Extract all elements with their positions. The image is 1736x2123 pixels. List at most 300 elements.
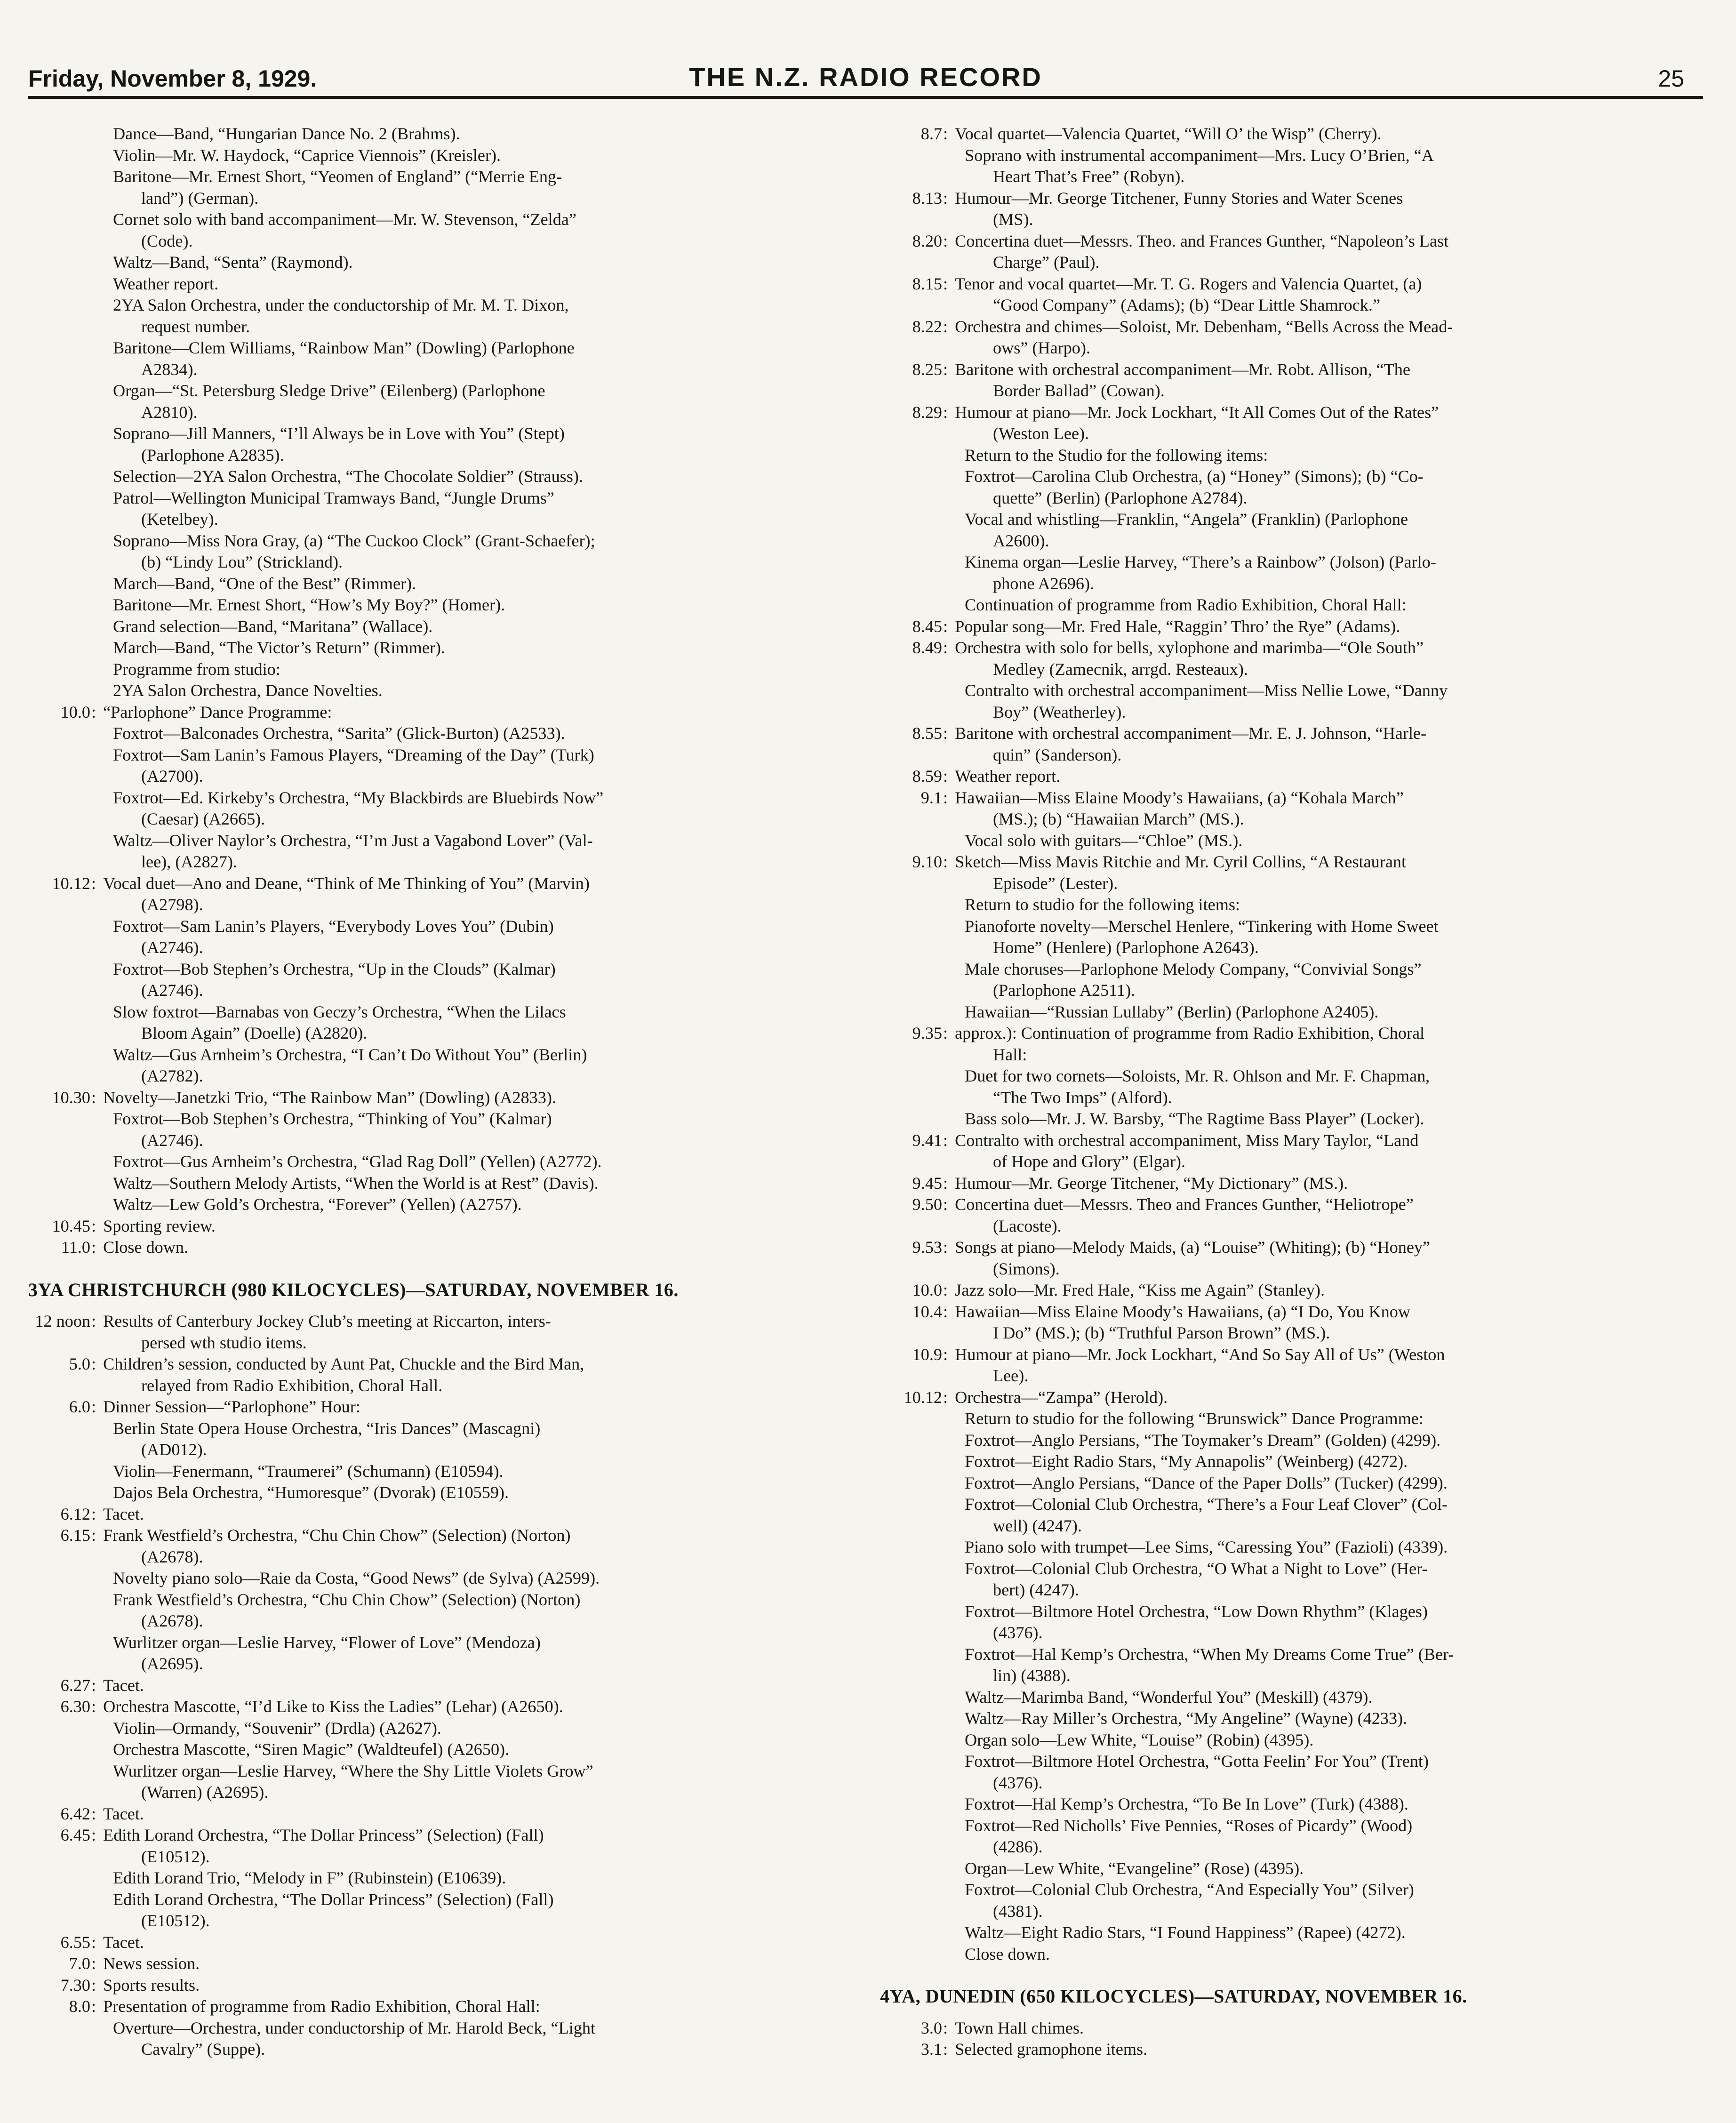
programme-line [28,1653,842,1675]
time-label: 8.25 [912,360,942,379]
programme-text: ows” (Harpo). [993,338,1091,357]
programme-line [28,1023,842,1044]
time-label: 6.12 [60,1504,90,1523]
programme-line [28,1418,842,1440]
time-separator: : [943,2018,952,2037]
programme-text: (E10512). [141,1911,210,1930]
programme-line [28,1846,842,1868]
programme-line [28,1761,842,1782]
programme-line [880,1044,1708,1066]
programme-text: Selection—2YA Salon Orchestra, “The Chocolate Soldier” (Strauss). [113,467,583,486]
programme-text: Soprano—Miss Nora Gray, (a) “The Cuckoo Clock” (Grant-Schaefer); [113,531,595,550]
programme-text: (A2678). [141,1611,203,1630]
programme-text: Foxtrot—Hal Kemp’s Orchestra, “When My Dreams Come True” (Ber- [965,1644,1454,1664]
programme-text: lee), (A2827). [141,852,237,871]
programme-text: Close down. [965,1944,1050,1963]
programme-line [28,316,842,338]
programme-line [880,1001,1708,1023]
programme-text: 2YA Salon Orchestra, Dance Novelties. [113,681,383,700]
programme-line [880,359,1708,381]
time-label: 10.0 [912,1281,942,1299]
programme-text: Concertina duet—Messrs. Theo and Frances Gunther, “Heliotrope” [955,1195,1414,1214]
programme-line [880,745,1708,766]
programme-text: Continuation of programme from Radio Exhibition, Choral Hall: [965,595,1407,614]
station-heading-3ya: 3YA CHRISTCHURCH (980 KILOCYCLES)—SATURDAY, NOVEMBER 16. [28,1279,679,1300]
programme-text: Town Hall chimes. [955,2018,1084,2037]
programme-text: Boy” (Weatherley). [993,702,1126,721]
programme-line [28,1130,842,1152]
programme-text: Humour at piano—Mr. Jock Lockhart, “And So Say All of Us” (Weston [955,1345,1445,1364]
programme-line [28,1589,842,1611]
programme-line [880,1258,1708,1280]
programme-text: Cornet solo with band accompaniment—Mr. W. Stevenson, “Zelda” [113,210,576,229]
programme-text: (A2798). [141,895,203,914]
programme-list-4ya [880,2018,1708,2060]
programme-line [28,745,842,766]
programme-text: Tenor and vocal quartet—Mr. T. G. Rogers and Valencia Quartet, (a) [955,274,1422,293]
programme-line [880,959,1708,980]
programme-text: Novelty piano solo—Raie da Costa, “Good News” (de Sylva) (A2599). [113,1569,600,1587]
programme-text: Dajos Bela Orchestra, “Humoresque” (Dvorak) (E10559). [113,1483,509,1502]
programme-text: Selected gramophone items. [955,2040,1148,2059]
programme-line [880,1130,1708,1152]
time-separator: : [91,1088,101,1107]
time-separator: : [943,1345,952,1364]
programme-text: (Code). [141,231,193,250]
programme-line [880,1708,1708,1730]
time-separator: : [943,1387,952,1407]
programme-text: Novelty—Janetzki Trio, “The Rainbow Man” (Dowling) (A2833). [103,1088,556,1107]
programme-line [28,1867,842,1889]
programme-text: Hawaiian—Miss Elaine Moody’s Hawaiians, (a) “I Do, You Know [955,1302,1410,1321]
time-separator: : [943,1281,952,1299]
programme-text: Tacet. [103,1675,144,1695]
programme-line [28,1332,842,1354]
programme-line [880,1087,1708,1109]
time-separator: : [91,1216,101,1235]
programme-text: Foxtrot—Red Nicholls’ Five Pennies, “Roses of Picardy” (Wood) [965,1816,1413,1835]
programme-line [880,637,1708,659]
programme-text: Waltz—Lew Gold’s Orchestra, “Forever” (Yellen) (A2757). [113,1195,522,1214]
programme-line [28,509,842,530]
time-label: 6.45 [60,1826,90,1844]
time-separator: : [943,188,952,208]
programme-line [880,1494,1708,1515]
programme-line [880,787,1708,809]
programme-text: Sporting review. [103,1216,216,1235]
programme-text: 2YA Salon Orchestra, under the conductorship of Mr. M. T. Dixon, [113,296,569,314]
programme-line [28,252,842,273]
programme-text: Soprano with instrumental accompaniment—Mrs. Lucy O’Brien, “A [965,145,1434,165]
programme-line [880,1066,1708,1087]
programme-text: Male choruses—Parlophone Melody Company, “Convivial Songs” [965,959,1422,978]
programme-line [28,1396,842,1418]
time-label: 3.1 [920,2040,942,2059]
programme-line [880,1922,1708,1944]
programme-line [880,423,1708,445]
time-label: 9.50 [912,1195,942,1214]
programme-text: Vocal quartet—Valencia Quartet, “Will O’ the Wisp” (Cherry). [955,124,1382,143]
programme-line [28,1001,842,1023]
programme-text: Foxtrot—Gus Arnheim’s Orchestra, “Glad Rag Doll” (Yellen) (A2772). [113,1152,602,1171]
time-separator: : [943,1024,952,1042]
programme-text: Foxtrot—Eight Radio Stars, “My Annapolis” (Weinberg) (4272). [965,1452,1408,1471]
programme-text: persed wth studio items. [141,1333,307,1352]
programme-list-2ya-continued [28,123,842,1258]
station-heading-4ya: 4YA, DUNEDIN (650 KILOCYCLES)—SATURDAY, NOVEMBER 16. [880,1986,1467,2007]
programme-line [880,1387,1708,1409]
programme-text: Wurlitzer organ—Leslie Harvey, “Flower of Love” (Mendoza) [113,1633,541,1652]
programme-line [880,1622,1708,1644]
programme-text: Dinner Session—“Parlophone” Hour: [103,1397,360,1416]
programme-line [28,680,842,702]
programme-text: Foxtrot—Ed. Kirkeby’s Orchestra, “My Blackbirds are Bluebirds Now” [113,788,604,807]
issue-date: Friday, November 8, 1929. [28,65,317,92]
time-label: 5.0 [69,1354,90,1373]
programme-line [28,1108,842,1130]
programme-text: Humour—Mr. George Titchener, “My Dictionary” (MS.). [955,1173,1348,1193]
programme-text: Concertina duet—Messrs. Theo. and Frances Gunther, “Napoleon’s Last [955,231,1449,250]
time-separator: : [91,1312,101,1330]
time-label: 9.41 [912,1130,942,1150]
time-label: 6.0 [69,1397,90,1416]
programme-line [28,894,842,916]
programme-text: Programme from studio: [113,659,280,679]
time-separator: : [91,1354,101,1373]
programme-text: Grand selection—Band, “Maritana” (Wallace). [113,617,433,636]
programme-text: Foxtrot—Balconades Orchestra, “Sarita” (Glick-Burton) (A2533). [113,724,565,743]
programme-line [28,231,842,252]
programme-text: Baritone with orchestral accompaniment—Mr. E. J. Johnson, “Harle- [955,724,1427,743]
programme-text: Sketch—Miss Mavis Ritchie and Mr. Cyril Collins, “A Restaurant [955,852,1407,871]
programme-line [880,873,1708,895]
programme-text: Baritone—Mr. Ernest Short, “How’s My Boy?” (Homer). [113,595,505,614]
programme-line [28,295,842,316]
programme-text: Orchestra Mascotte, “I’d Like to Kiss the Ladies” (Lehar) (A2650). [103,1697,563,1716]
programme-line [28,1889,842,1911]
programme-line [28,1354,842,1375]
programme-text: Kinema organ—Leslie Harvey, “There’s a Rainbow” (Jolson) (Parlo- [965,553,1436,571]
programme-line [880,466,1708,488]
time-label: 8.29 [912,402,942,422]
time-label: 10.12 [904,1387,942,1407]
programme-line [28,616,842,638]
programme-line [28,1932,842,1954]
programme-text: Slow foxtrot—Barnabas von Geczy’s Orchestra, “When the Lilacs [113,1002,566,1021]
programme-line [880,1751,1708,1772]
time-label: 9.53 [912,1238,942,1257]
programme-text: Wurlitzer organ—Leslie Harvey, “Where the Shy Little Violets Grow” [113,1761,593,1780]
programme-text: (4381). [993,1901,1043,1921]
time-separator: : [91,1397,101,1416]
time-separator: : [943,1238,952,1257]
programme-text: Frank Westfield’s Orchestra, “Chu Chin Chow” (Selection) (Norton) [103,1526,571,1545]
programme-line [28,552,842,573]
programme-text: Orchestra—“Zampa” (Herold). [955,1387,1168,1407]
programme-text: Tacet. [103,1804,144,1823]
programme-line [880,1644,1708,1666]
programme-text: (A2700). [141,767,203,785]
programme-line [28,787,842,809]
programme-line [28,2039,842,2060]
programme-line [880,1451,1708,1473]
programme-text: Violin—Ormandy, “Souvenir” (Drdla) (A2627). [113,1718,441,1738]
programme-line [28,1739,842,1761]
time-separator: : [943,767,952,785]
programme-text: Vocal and whistling—Franklin, “Angela” (Franklin) (Parlophone [965,510,1408,529]
programme-text: approx.): Continuation of programme from Radio Exhibition, Choral [955,1024,1425,1042]
programme-line [28,1482,842,1504]
time-label: 8.45 [912,617,942,636]
time-separator: : [91,702,101,721]
programme-line [28,1237,842,1258]
programme-line [28,2018,842,2039]
programme-line [28,1975,842,1996]
programme-text: (A2695). [141,1654,203,1673]
time-separator: : [943,1302,952,1321]
programme-line [880,1216,1708,1237]
programme-text: Foxtrot—Sam Lanin’s Famous Players, “Dreaming of the Day” (Turk) [113,745,594,764]
programme-text: Edith Lorand Orchestra, “The Dollar Princess” (Selection) (Fall) [113,1890,554,1909]
programme-text: Violin—Fenermann, “Traumerei” (Schumann) (E10594). [113,1461,504,1481]
time-label: 7.0 [69,1954,90,1973]
programme-text: Violin—Mr. W. Haydock, “Caprice Viennois” (Kreisler). [113,145,501,165]
time-label: 10.45 [52,1216,90,1235]
programme-line [28,1546,842,1568]
programme-line [880,1901,1708,1923]
programme-text: (Lacoste). [993,1216,1062,1235]
time-separator: : [943,1130,952,1150]
programme-line [880,1151,1708,1173]
programme-text: Orchestra and chimes—Soloist, Mr. Debenham, “Bells Across the Mead- [955,317,1453,336]
programme-line [28,873,842,895]
time-separator: : [943,724,952,743]
programme-text: Foxtrot—Biltmore Hotel Orchestra, “Low Down Rhythm” (Klages) [965,1602,1428,1621]
programme-line [28,1953,842,1975]
time-separator: : [91,1826,101,1844]
time-label: 12 noon [35,1312,90,1330]
programme-text: Patrol—Wellington Municipal Tramways Band, “Jungle Drums” [113,488,554,507]
programme-line [880,530,1708,552]
right-column [880,123,1708,2060]
programme-text: Pianoforte novelty—Merschel Henlere, “Tinkering with Home Sweet [965,916,1439,936]
programme-text: Foxtrot—Carolina Club Orchestra, (a) “Honey” (Simons); (b) “Co- [965,467,1424,486]
programme-line [28,488,842,509]
programme-list-3ya [28,1311,842,2060]
programme-text: March—Band, “The Victor’s Return” (Rimmer). [113,638,445,657]
programme-line [28,380,842,402]
programme-line [28,1461,842,1482]
programme-line [880,937,1708,959]
time-label: 10.12 [52,873,90,893]
programme-line [28,145,842,167]
programme-line [28,1194,842,1216]
programme-line [880,702,1708,723]
programme-line [880,1108,1708,1130]
programme-text: (A2746). [141,1130,203,1150]
programme-line [880,1280,1708,1301]
programme-text: Cavalry” (Suppe). [141,2040,265,2059]
time-label: 3.0 [920,2018,942,2037]
programme-line [880,1365,1708,1387]
time-label: 8.59 [912,767,942,785]
programme-text: Presentation of programme from Radio Exhibition, Choral Hall: [103,1997,540,2016]
programme-line [28,1910,842,1932]
programme-text: Contralto with orchestral accompaniment—Miss Nellie Lowe, “Danny [965,681,1448,700]
programme-text: “Good Company” (Adams); (b) “Dear Little Shamrock.” [993,296,1381,314]
programme-text: Foxtrot—Anglo Persians, “Dance of the Paper Dolls” (Tucker) (4299). [965,1473,1448,1492]
programme-text: I Do” (MS.); (b) “Truthful Parson Brown” (MS.). [993,1323,1330,1342]
programme-line [28,1803,842,1825]
programme-line [880,402,1708,424]
programme-text: Return to studio for the following “Brunswick” Dance Programme: [965,1409,1424,1428]
programme-text: well) (4247). [993,1516,1082,1535]
programme-line [880,1665,1708,1687]
programme-line [880,916,1708,937]
programme-text: Waltz—Marimba Band, “Wonderful You” (Meskill) (4379). [965,1687,1373,1706]
time-separator: : [91,1238,101,1257]
programme-line [880,295,1708,316]
programme-text: Waltz—Ray Miller’s Orchestra, “My Angeline” (Wayne) (4233). [965,1709,1408,1728]
programme-line [880,337,1708,359]
programme-line [28,123,842,145]
programme-line [28,809,842,830]
time-separator: : [943,638,952,657]
programme-text: Foxtrot—Anglo Persians, “The Toymaker’s Dream” (Golden) (4299). [965,1430,1441,1450]
programme-text: (Parlophone A2511). [993,981,1136,1000]
programme-line [880,2039,1708,2060]
programme-line [880,445,1708,466]
programme-line [880,1836,1708,1858]
time-label: 6.55 [60,1932,90,1952]
programme-text: (Ketelbey). [141,510,218,529]
time-separator: : [91,1675,101,1695]
time-separator: : [943,2040,952,2059]
programme-line [28,1568,842,1589]
programme-line [28,1675,842,1697]
programme-text: Results of Canterbury Jockey Club’s meeting at Riccarton, inters- [103,1312,551,1330]
time-separator: : [943,124,952,143]
programme-line [28,1044,842,1066]
programme-text: Vocal duet—Ano and Deane, “Think of Me Thinking of You” (Marvin) [103,873,590,893]
programme-text: March—Band, “One of the Best” (Rimmer). [113,574,416,593]
time-label: 8.55 [912,724,942,743]
programme-line [880,680,1708,702]
programme-text: Edith Lorand Trio, “Melody in F” (Rubinstein) (E10639). [113,1868,506,1887]
programme-line [880,1537,1708,1558]
time-separator: : [91,1954,101,1973]
left-column [28,123,842,2060]
programme-text: News session. [103,1954,200,1973]
programme-line [28,1066,842,1087]
programme-line [880,1237,1708,1258]
programme-text: (Caesar) (A2665). [141,809,265,828]
programme-text: (4376). [993,1623,1043,1642]
programme-text: (A2678). [141,1547,203,1566]
programme-text: Frank Westfield’s Orchestra, “Chu Chin Chow” (Selection) (Norton) [113,1590,581,1609]
programme-text: Popular song—Mr. Fred Hale, “Raggin’ Thro’ the Rye” (Adams). [955,617,1400,636]
programme-text: (Warren) (A2695). [141,1783,269,1802]
programme-text: (A2746). [141,981,203,1000]
programme-text: Foxtrot—Bob Stephen’s Orchestra, “Up in the Clouds” (Kalmar) [113,959,556,978]
programme-text: Contralto with orchestral accompaniment, Miss Mary Taylor, “Land [955,1130,1419,1150]
programme-text: Foxtrot—Biltmore Hotel Orchestra, “Gotta Feelin’ For You” (Trent) [965,1752,1429,1771]
programme-text: (Weston Lee). [993,424,1089,443]
programme-text: (4286). [993,1837,1043,1856]
programme-text: Hall: [993,1045,1027,1064]
programme-line [880,980,1708,1001]
programme-line [28,466,842,488]
time-label: 10.30 [52,1088,90,1107]
programme-text: Songs at piano—Melody Maids, (a) “Louise” (Whiting); (b) “Honey” [955,1238,1431,1257]
programme-line [28,166,842,188]
programme-text: Baritone with orchestral accompaniment—Mr. Robt. Allison, “The [955,360,1410,379]
programme-text: (A2782). [141,1066,203,1085]
programme-line [880,659,1708,681]
time-separator: : [943,317,952,336]
programme-line [880,1194,1708,1216]
programme-line [880,145,1708,167]
programme-text: Waltz—Eight Radio Stars, “I Found Happiness” (Rapee) (4272). [965,1923,1406,1942]
programme-text: Foxtrot—Bob Stephen’s Orchestra, “Thinking of You” (Kalmar) [113,1109,552,1128]
programme-line [880,252,1708,273]
programme-line [28,637,842,659]
programme-line [28,337,842,359]
time-separator: : [943,231,952,250]
programme-line [28,937,842,959]
programme-line [880,1473,1708,1494]
programme-line [880,1344,1708,1366]
programme-text: Duet for two cornets—Soloists, Mr. R. Ohlson and Mr. F. Chapman, [965,1066,1430,1085]
time-separator: : [943,1173,952,1193]
time-separator: : [943,402,952,422]
programme-text: Organ—“St. Petersburg Sledge Drive” (Eilenberg) (Parlophone [113,381,545,400]
programme-line [880,316,1708,338]
programme-text: (Simons). [993,1259,1060,1278]
programme-text: (4376). [993,1773,1043,1792]
time-separator: : [943,617,952,636]
time-label: 6.27 [60,1675,90,1695]
programme-line [880,1601,1708,1623]
programme-line [880,766,1708,787]
programme-line [880,594,1708,616]
programme-text: Humour at piano—Mr. Jock Lockhart, “It All Comes Out of the Rates” [955,402,1439,422]
programme-text: Foxtrot—Hal Kemp’s Orchestra, “To Be In Love” (Turk) (4388). [965,1795,1408,1813]
programme-line [880,1301,1708,1323]
programme-line [28,1439,842,1461]
programme-text: Humour—Mr. George Titchener, Funny Stories and Water Scenes [955,188,1403,208]
programme-line [28,1525,842,1546]
programme-line [880,1879,1708,1901]
programme-line [880,1322,1708,1344]
time-separator: : [91,1526,101,1545]
page-number: 25 [1658,65,1684,92]
time-separator: : [91,1697,101,1716]
programme-text: A2834). [141,360,198,379]
programme-line [28,1173,842,1194]
masthead [28,56,1703,99]
programme-text: “Parlophone” Dance Programme: [103,702,332,721]
programme-line [28,1610,842,1632]
programme-text: (AD012). [141,1440,207,1459]
time-label: 6.42 [60,1804,90,1823]
programme-line [28,1504,842,1525]
programme-list-3ya-continued [880,123,1708,1965]
time-separator: : [91,873,101,893]
programme-line [880,894,1708,916]
programme-text: Bloom Again” (Doelle) (A2820). [141,1024,368,1042]
programme-line [880,830,1708,852]
